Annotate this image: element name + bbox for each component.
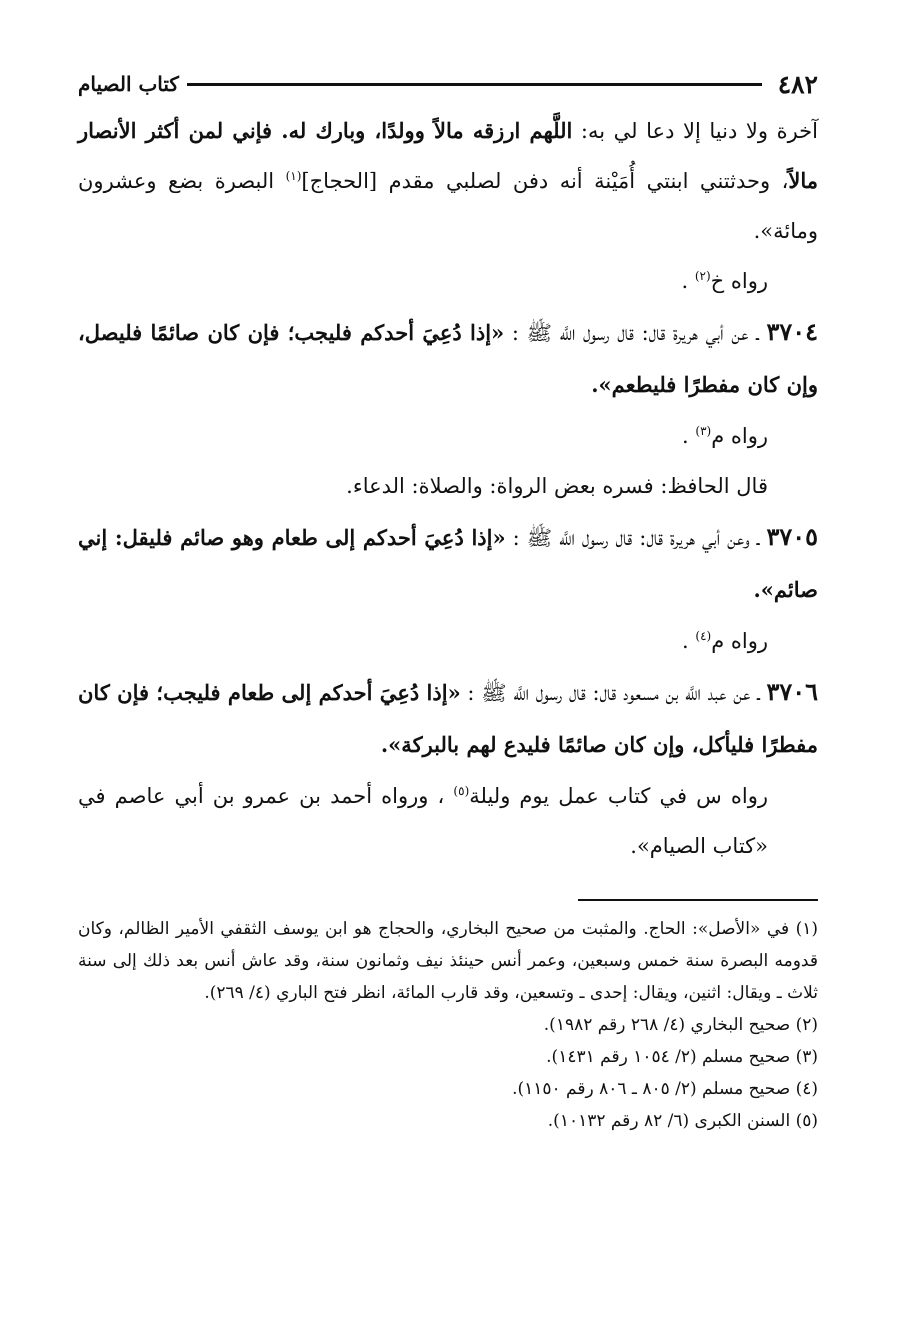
hadith-3705: ٣٧٠٥ ـ وعن أبي هريرة قال: قال رسول اللَّه ﷺ : «إذا دُعِيَ أحدكم إلى طعام وهو صائم فليقل: إني صائم». [78, 522, 818, 602]
riwaya-line: رواه خ$^{(٢)}$ . [681, 269, 768, 293]
footnote-3: (٣) صحيح مسلم (٢/ ١٠٥٤ رقم ١٤٣١). [546, 1047, 818, 1067]
hadith-text: «إذا دُعِيَ أحدكم إلى طعام وهو صائم فليقل: إني صائم». [78, 525, 818, 602]
hadith-text: «إذا دُعِيَ أحدكم إلى طعام فليجب؛ فإن كان مفطرًا فليأكل، وإن كان صائمًا فليدع لهم بالبركة». [78, 680, 818, 757]
header-rule [187, 83, 762, 86]
footnote-ref: (١) [285, 169, 302, 183]
riwaya-line: رواه س في كتاب عمل يوم وليلة$^{(٥)}$ ، ورواه أحمد بن عمرو بن أبي عاصم في «كتاب الصيام». [78, 784, 768, 858]
riwaya-line: رواه م$^{(٣)}$ . [682, 424, 768, 448]
hadith-3704: ٣٧٠٤ ـ عن أبي هريرة قال: قال رسول اللَّه ﷺ : «إذا دُعِيَ أحدكم فليجب؛ فإن كان صائمًا فليصل، وإن كان مفطرًا فليطعم». [78, 317, 818, 397]
footnote-ref: (٣) [695, 424, 712, 438]
footnote-4: (٤) صحيح مسلم (٢/ ٨٠٥ ـ ٨٠٦ رقم ١١٥٠). [512, 1079, 818, 1099]
page-number: ٤٨٢ [777, 69, 818, 99]
riwaya-line: رواه م$^{(٤)}$ . [682, 629, 768, 653]
footnote-separator [578, 899, 818, 901]
footnote-ref: (٢) [694, 269, 711, 283]
hadith-number: ٣٧٠٦ [766, 677, 818, 706]
footnote-1: (١) في «الأصل»: الحاج. والمثبت من صحيح البخاري، والحجاج هو ابن يوسف الثقفي الأمير الظالم، وكان قدومه البصرة سنة خمس وسبعين، وعمر أنس حينئذ نيف وثمانون سنة، وقد عاش أنس بعد ذلك إلى سنة ثلاث ـ ويقال: اثنين، ويقال: إحدى ـ وتسعين، وقد قارب المائة، انظر فتح الباري (٤/ ٢٦٩). [78, 919, 818, 1003]
hadith-number: ٣٧٠٥ [766, 522, 818, 551]
chapter-title: كتاب الصيام [78, 72, 179, 96]
hadith-3706: ٣٧٠٦ ـ عن عبد اللَّه بن مسعود قال: قال رسول اللَّه ﷺ : «إذا دُعِيَ أحدكم إلى طعام فليجب؛ فإن كان مفطرًا فليأكل، وإن كان صائمًا فليدع لهم بالبركة». [78, 677, 818, 757]
footnote-ref: (٤) [695, 629, 712, 643]
running-header [78, 62, 818, 106]
continuation-paragraph: آخرة ولا دنيا إلا دعا لي به: اللَّهم ارزقه مالاً وولدًا، وبارك له. فإني لمن أكثر الأنصار مالاً، وحدثتني ابنتي أُمَيْنة أنه دفن لصلبي مقدم [الحجاج]$^{(١)}$ البصرة بضع وعشرون ومائة». [78, 118, 818, 243]
footnote-ref: (٥) [453, 784, 470, 798]
book-page [78, 62, 818, 1137]
footnote-2: (٢) صحيح البخاري (٤/ ٢٦٨ رقم ١٩٨٢). [543, 1015, 818, 1035]
hadith-number: ٣٧٠٤ [766, 317, 818, 346]
hadith-text: «إذا دُعِيَ أحدكم فليجب؛ فإن كان صائمًا فليصل، وإن كان مفطرًا فليطعم». [78, 320, 818, 397]
hafiz-note: قال الحافظ: فسره بعض الرواة: والصلاة: الدعاء. [346, 474, 768, 498]
footnotes [78, 913, 818, 1137]
footnote-5: (٥) السنن الكبرى (٦/ ٨٢ رقم ١٠١٣٢). [547, 1111, 818, 1131]
